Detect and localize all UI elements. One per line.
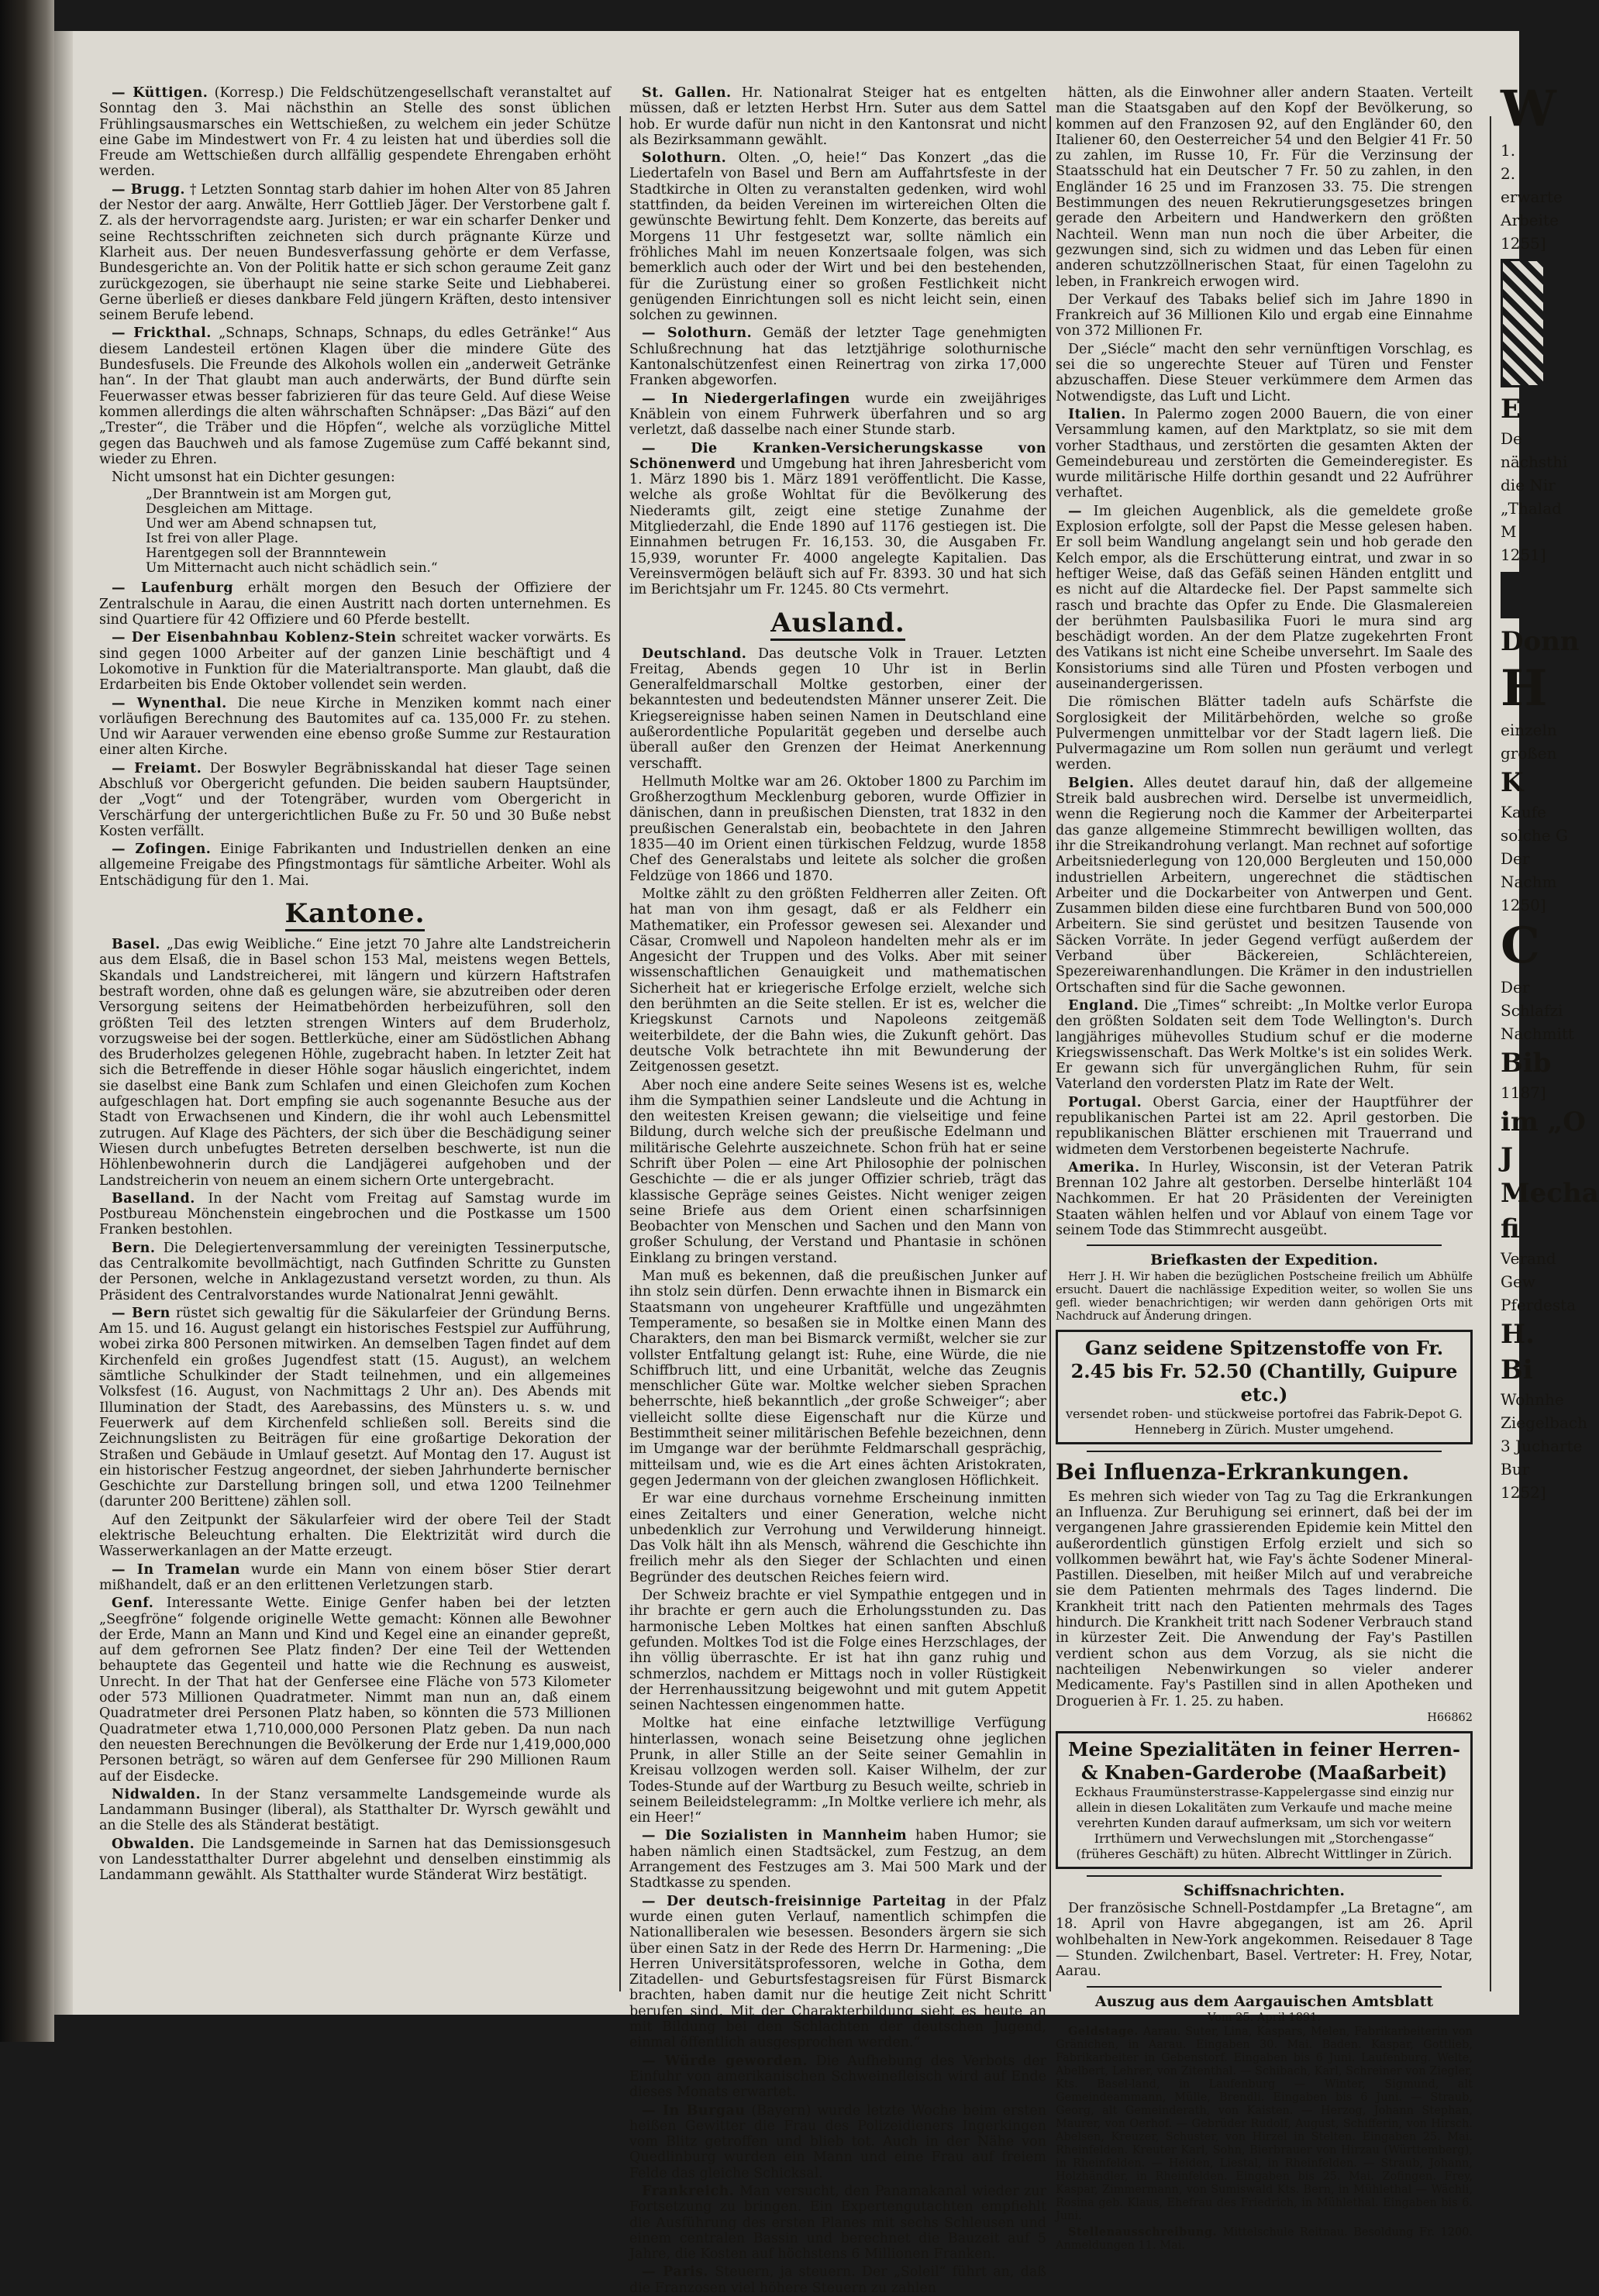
cropped-ad-fragment: H: [1501, 659, 1548, 718]
article-dateline: Obwalden.: [112, 1836, 195, 1852]
article-text: † Letzten Sonntag starb dahier im hohen Alter von 85 Jahren der Nestor der aarg. Anwälte, Herr Gottlieb Jäger. Der Verstorbene galt f. Z. als der hervorragendste aarg. Juristen; er war ein scharfer Denker und seine Rechtsschriften zeichneten sich durch prägnante Kürze und Klarheit aus. Der neuen Bundesverfassung gehörte er dem Verfasse, Bundesgerichte an. Von der Politik hatte er sich schon geraume Zeit ganz zurückgezogen, sie überhaupt nie seine starke Seite und Liebhaberei. Gerne überließ er dieses dankbare Feld jüngern Kräften, desto intensiver seinem Berufe lebend.: [99, 181, 611, 324]
article-text: Moltke zählt zu den größten Feldherren aller Zeiten. Oft hat man von ihm gesagt, daß er als Feldherr ein Mathematiker, ein Professor gewesen sei. Alexander und Cäsar, Cromwell und Napoleon handelten mehr als er im Angesicht der Truppen und des Volks. Aber mit seiner wissenschaftlichen Genauigkeit und mathematischen Sicherheit hat er kriegerische Erfolge erzielt, welche sich den berühmten an die Seite stellen. Er ist es, welcher die Kriegskunst Carnots und Napoleons zeitgemäß weiterbildete, der die Bahn wies, die Zukunft gehört. Das deutsche Volk betrachtete ihn mit Bewunderung der Zeitgenossen gesetzt.: [629, 886, 1046, 1076]
cropped-ad-fragment: Bib: [1501, 1048, 1552, 1079]
article-paragraph: [99, 937, 611, 1189]
article-dateline: — In Niedergerlafingen: [642, 391, 850, 407]
cropped-ad-fragment: 1252]: [1501, 1483, 1546, 1502]
verse-line: „Der Branntwein ist am Morgen gut,: [146, 487, 392, 503]
book-spine: [0, 0, 54, 2042]
article-dateline: — Laufenburg: [112, 580, 234, 597]
article-dateline: — Bern: [112, 1305, 171, 1321]
article-dateline: — Frickthal.: [112, 325, 212, 342]
article-text: In der Nacht vom Freitag auf Samstag wurde im Postbureau Mönchenstein eingebrochen und die Postkasse um 1500 Franken bestohlen.: [99, 1190, 611, 1238]
article-text: In Hurley, Wisconsin, ist der Veteran Patrik Brennan 102 Jahre alt gestorben. Derselbe hinterläßt 104 Nachkommen. Er hat 20 Präsidenten der Vereinigten Staaten wählen helfen und vor Ablauf von einem Tage vor seinem Tode das Stimmrecht ausgeübt.: [1056, 1159, 1473, 1239]
article-paragraph: [1056, 2225, 1473, 2253]
article-dateline: Basel.: [112, 937, 160, 953]
cropped-ad-fragment: Der: [1501, 849, 1530, 868]
article-text: Auf den Zeitpunkt der Säkularfeier wird der obere Teil der Stadt elektrische Beleuchtung erhalten. Die Elektrizität wird durch die Wasserwerkanlagen an der Matte erzeugt.: [99, 1512, 611, 1560]
article-paragraph: [1056, 504, 1473, 693]
article-text: Der Boswyler Begräbnisskandal hat dieser Tage seinen Abschluß vor Obergericht gefunden. Die beiden saubern Hauptsünder, der „Vogt“ und der Totengräber, wurden vom Obergericht in Verschärfung der untergerichtlichen Buße zu Fr. 50 und 30 Buße nebst Kosten verfällt.: [99, 760, 611, 839]
column-rule: [1049, 116, 1051, 1991]
cropped-ad-fragment: Bur: [1501, 1460, 1530, 1478]
verse-line: Und wer am Abend schnapsen tut,: [146, 516, 377, 532]
article-text: Alles deutet darauf hin, daß der allgemeine Streik bald ausbrechen wird. Derselbe ist unvermeidlich, wenn die Regierung noch die Kammer der Arbeiterpartei das ganze allgemeine Stimmrecht bewilligen wollten, das ihr die Streikandrohung verlangt. Man rechnet auf sofortige Arbeitsniederlegung von 120,000 Bergleuten und 150,000 industriellen Arbeitern, ungerechnet die städtischen Arbeiter und die Dockarbeiter von Antwerpen und Gent. Zusammen bilden diese eine furchtbaren Bund von 500,000 Arbeitern. Sie sind gerüstet und besitzen Tausende von Säcken Vorräte. In jeder Gegend verfügt außerdem der Verband über Bäckereien, Schlächtereien, Spezereiwarenhandlungen. Die Krämer in den industriellen Ortschaften sind für die Sache gewonnen.: [1056, 775, 1473, 996]
article-text: Steuern, ja steuern. Der „Soleil“ führt an, daß die Franzosen viel höhere Steuern zu zahlen: [629, 2264, 1046, 2296]
article-paragraph: [99, 630, 611, 693]
article-text: Der „Siécle“ macht den sehr vernünftigen Vorschlag, es sei die so ungerechte Steuer auf Türen und Fenster abzuschaffen. Diese Steuer verkümmere dem Armen das Notwendigste, das Luft und Licht.: [1056, 341, 1473, 404]
article-text: hätten, als die Einwohner aller andern Staaten. Verteilt man die Staatsgaben auf den Kopf der Bevölkerung, so kommen auf den Franzosen 92, auf den Engländer 60, den Italiener 60, den Oesterreicher 54 und den Belgier 41 Fr. 50 zu zahlen, im Russe 10, Fr. Für die Verzinsung der Staatsschuld hat ein Deutscher 7 Fr. 50 zu zahlen, in den Engländer 16 25 und im Franzosen 33. 75. Die strengen Bestimmungen des neuen Rekrutierungsgesetzes bringen gerade den Arbeitern und Handwerkern den größten Nachteil. Wenn man nun noch die über Arbeiter, die gezwungen sind, sich zu widmen und das Leben für einen anderen schutzzöllnerischen Staat, für einen Tagelohn zu leben, in Frankreich erwogen wird.: [1056, 85, 1473, 290]
cropped-ad-fragment: 1.: [1501, 141, 1516, 160]
advertisement-silk: [1056, 1330, 1473, 1444]
article-text: Hr. Nationalrat Steiger hat es entgelten müssen, daß er letzten Herbst Hrn. Suter aus dem Sattel hob. Er wurde dafür nun nicht in den Kantonsrat und nicht als Bezirksammann gewählt.: [629, 85, 1046, 148]
article-text: Der Verkauf des Tabaks belief sich im Jahre 1890 in Frankreich auf 36 Millionen Kilo und ergab eine Einnahme von 372 Millionen Fr.: [1056, 291, 1473, 339]
verse-line: Ist frei von aller Plage.: [146, 531, 299, 547]
article-text: Die römischen Blätter tadeln aufs Schärfste die Sorglosigkeit der Militärbehörden, welche so große Pulvermengen unmittelbar vor der Stadt lagern ließ. Die Pulvermagazine um Rom sollen nun geräumt und verlegt werden.: [1056, 694, 1473, 773]
article-text: Die neue Kirche in Menziken kommt nach einer vorläufigen Berechnung des Bautomites auf ca. 135,000 Fr. zu stehen. Und wir Aarauer verwenden eine ebenso große Summe zur Restauration einer alten Kirche.: [99, 695, 612, 759]
section-heading: [629, 606, 1046, 640]
cropped-ad-fragment: 1250]: [1501, 896, 1546, 914]
cropped-ad-fragment: Bi: [1501, 1355, 1533, 1386]
column-1: [99, 85, 611, 1976]
cropped-ad-fragment: „Thalad: [1501, 499, 1562, 518]
cropped-ad-fragment: W: [1501, 80, 1556, 138]
article-text: haben Humor; sie haben nämlich einen Stadtsäckel, zum Festzug, an dem Arrangement des Festzuges am 3. Mai 500 Mark und der Stadtkasse zu spenden.: [629, 1828, 1046, 1892]
article-dateline: England.: [1068, 997, 1139, 1014]
article-paragraph: [99, 1787, 611, 1834]
article-text: In Palermo zogen 2000 Bauern, die von einer Versammlung kamen, auf den Marktplatz, so sie mit dem vorher Stadthaus, und zerstörten die gesamten Akten der Gemeindebureau und zerstörten die Gemeinderegister. Es wurde militärische Hilfe dorthin gesandt und 22 Aufrührer verhaftet.: [1056, 406, 1473, 501]
article-text: in der Pfalz wurde einen guten Verlauf, namentlich schimpfen die Nationalliberalen wie besessen. Besonders ärgern sie sich über einen Satz in der Rede des Herrn Dr. Harmening: „Die Herren Universitätsprofessoren, welche in Gotha, dem Zitadellen- und Geburtsfestagsreisen für Fürst Bismarck brachten, haben damit nur die heutige Zeit nicht Schritt berufen sind. Mit der Charakterbildung sieht es heute an mit Bildung bei den Schlachten der deutschen Jugend, einmal öffentlich ausgesprochen werden.“: [629, 1893, 1046, 2051]
cropped-ad-fragment: nächsthi: [1501, 453, 1568, 471]
article-dateline: Nidwalden.: [112, 1786, 202, 1802]
article-paragraph: [99, 1241, 611, 1303]
divider: [1087, 1451, 1442, 1452]
article-dateline: Stellenausschreibung.: [1068, 2225, 1218, 2239]
article-paragraph: [629, 150, 1046, 323]
article-paragraph: [629, 1716, 1046, 1826]
verse-block: [146, 487, 611, 576]
article-paragraph: [99, 1562, 611, 1594]
cropped-ad-fragment: 3 Jucharte: [1501, 1437, 1583, 1455]
article-paragraph: [1056, 85, 1473, 290]
notice-heading: Auszug aus dem Aargauischen Amtsblatt: [1094, 1992, 1434, 2010]
cropped-ad-fragment: K: [1501, 767, 1524, 798]
article-paragraph: [99, 842, 611, 889]
cropped-ad-fragment: Nachmitt: [1501, 1024, 1574, 1043]
article-text: Oberst Garcia, einer der Hauptführer der republikanischen Partei ist am 22. April gestorben. Die republikanischen Blätter erschienen mit Trauerrand und widmeten dem Verstorbenen begeisterte Nachrufe.: [1056, 1094, 1473, 1158]
article-paragraph: [629, 325, 1046, 388]
section-heading-text: Ausland.: [770, 608, 905, 641]
article-paragraph: [629, 1491, 1046, 1585]
article-dateline: Bern.: [112, 1240, 156, 1256]
article-paragraph: [1056, 2025, 1473, 2223]
section-heading-text: Kantone.: [285, 898, 426, 931]
article-dateline: — In Burgau: [642, 2102, 746, 2119]
ad-body: versendet roben- und stückweise portofrei das Fabrik-Depot G. Henneberg in Zürich. Muster umgehend.: [1066, 1406, 1463, 1437]
article-text: „Das ewig Weibliche.“ Eine jetzt 70 Jahre alte Landstreicherin aus dem Elsaß, die in Basel schon 153 Mal, meistens wegen Bettels, Skandals und Landstreicherei, mit längern und kürzern Haftstrafen bestraft worden, ohne daß es gelungen wäre, sie abzutreiben oder deren Versorgung seitens der Heimatbehörden herbeizuführen, soll den größten Teil des letzten strengen Winters auf dem Bruderholz, vorzugsweise bei der sogen. Bettlerküche, einer am Südöstlichen Abhang des Bruderholzes gelegenen Höhle, zugebracht haben. In letzter Zeit hat sich die Betreffende in dieser Höhle sogar häuslich eingerichtet, indem sie daselbst eine Bank zum Schlafen und einen Gleichofen zum Kochen aufgeschlagen hat. Dort empfing sie auch sogenannte Besuche aus der Stadt von Erwachsenen und Kindern, die ihr wohl auch Lebensmittel zutrugen. Auf Klage des Pächters, der sich über die Beschädigung seiner Wiesen durch unbefugtes Betreten derselben beschwerte, ist nun die Höhlenbewohnerin durch die Landjägerei aufgehoben und der Landstreicherin von neuem an einem sichern Orte untergebracht.: [99, 937, 611, 1189]
article-text: Olten. „O, heie!“ Das Konzert „das die Liedertafeln von Basel und Bern am Auffahrtsfeste in der Stadtkirche in Olten zu veranstalten gedenken, wird wohl stattfinden, da beiden Vereinen im wirtereichen Olten die gewünschte Bewirtung fehlt. Dem Konzerte, das bereits auf Morgens 11 Uhr festgesetzt war, sollte nämlich ein fröhliches Mahl im neuen Konzertsaale folgen, was sich bemerklich auch oder der Wirt und bei den bestehenden, für die Zurüstung einer so großen Festlichkeit nicht genügenden Einrichtungen soll es nicht leicht sein, einen solchen zu gewinnen.: [629, 150, 1046, 324]
article-paragraph: [1056, 292, 1473, 339]
article-dateline: — Wynenthal.: [112, 695, 227, 711]
article-dateline: Geldstage.: [1068, 2024, 1139, 2038]
article-text: Mittelschule Reitnau. Besoldung Fr. 1200. Anmeldungen 11. Mai.: [1056, 2225, 1473, 2252]
cropped-ad-fragment: M: [1501, 522, 1517, 541]
article-text: Der Schweiz brachte er viel Sympathie entgegen und in ihr brachte er gern auch die Erholungsstunden zu. Das harmonische Leben Moltkes hat einen sanften Abschluß gefunden. Moltkes Tod ist die Folge eines Herzschlages, der ihn völlig überraschte. Er ist hat ihn ganz ruhig und schmerzlos, nachdem er Mittags noch in voller Rüstigkeit der Herrenhaussitzung beigewohnt und mit gutem Appetit seinen Nachtessen eingenommen hatte.: [629, 1588, 1046, 1714]
article-dateline: — Paris.: [642, 2264, 709, 2281]
article-dateline: Frankreich.: [642, 2184, 735, 2199]
article-paragraph: [99, 580, 611, 628]
article-dateline: — In Tramelan: [112, 1561, 240, 1578]
article-dateline: — Zofingen.: [112, 842, 212, 858]
article-paragraph: [629, 1588, 1046, 1713]
verse-line: Um Mitternacht auch nicht schädlich sein.“: [146, 560, 438, 577]
article-dateline: — Solothurn.: [642, 325, 753, 342]
article-dateline: Italien.: [1068, 406, 1126, 422]
column-2: [629, 85, 1046, 2296]
article-dateline: Solothurn.: [642, 150, 727, 167]
article-text: wurde ein zweijähriges Knäblein von einem Fuhrwerk überfahren und so arg verletzt, daß dasselbe nach einer Stunde starb.: [629, 391, 1046, 439]
advertisement-clothes: [1056, 1731, 1473, 1869]
section-heading: [99, 897, 611, 931]
cropped-ad-fragment: 1187]: [1501, 1083, 1546, 1102]
cropped-ad-fragment: Nachm: [1501, 873, 1557, 891]
cropped-ad-fragment: Gew: [1501, 1272, 1535, 1291]
article-paragraph: [99, 1191, 611, 1238]
article-text: Er war eine durchaus vornehme Erscheinung inmitten eines Zeitalters und einer Generation, welche nicht unbedenklich zur Verrohung und Verwilderung hinneigt. Das Volk hält ihn als Mensch, während die Geschichte ihn freilich mehr als den Sieger der Schlachten und einen Begründer des deutschen Reiches feiern wird.: [629, 1491, 1046, 1585]
article-paragraph: [629, 391, 1046, 439]
divider: [1087, 1244, 1442, 1246]
article-text: Hellmuth Moltke war am 26. Oktober 1800 zu Parchim im Großherzogthum Mecklenburg geboren, wurde Offizier in dänischen, dann in preußischen Diensten, trat 1832 in den preußischen Generalstab ein, beobachtete in den Jahren 1835—40 im Orient einen türkischen Feldzug, wurde 1858 Chef des Generalstabs und leitete als solcher die großen Feldzüge von 1866 und 1870.: [629, 773, 1046, 884]
article-text: Moltke hat eine einfache letztwillige Verfügung hinterlassen, wonach seine Beisetzung ohne jeglichen Prunk, in aller Stille an der Seite seiner Gemahlin in Kreisau vollzogen werden soll. Kaiser Wilhelm, der zur Todes-Stunde auf der Wartburg zu Besuch weilte, schrieb in seinem Beileidstelegramm: „In Moltke verliere ich mehr, als ein Heer!“: [629, 1716, 1046, 1826]
article-dateline: — Die Kranken-Versicherungskasse von Schönenwerd: [629, 440, 1046, 472]
cropped-ad-fragment: Arbeite: [1501, 211, 1559, 229]
article-paragraph: [1056, 407, 1473, 501]
article-text: Aarau. Suter, Lina, Kaspars, Melen, Fabrikarbeiterin von Gränichen, in Aarau. Eingaben 30. Mai. Baden. Kaspar, Gottlieb, Fabrikarbeiter in Gebenstorf. Eingaben bis 6 Juni. Laufenburg. Welte, Abelbert, Lehrer, von Zitenthal. — Schibach, Karl, Schreiner von Ziegler, Kts. Basel-land, in Laufenburg — Winter, Sigmund, alt Gemeindeammann, Mülle, Brendli. Eingaben bis 6 Juni. — Straub, Georg, alt Gemeinderath, von Kaisten. — Herzog, Johann Stephan, Maurer, von Oerhof. — Gebrüder Rudolf, August, Schifferin, von Hirsch. Abelsen, Kreuzer, Schuster, von Hirzel in Stelten. Eingaben 25. Mai. Rheinfelden. Kreuter Karl, Sohn, Bierbrauer von Hirzau (Württemberg), in Rheinfelden. — Heiden, Liestal, in Rheinfelden. — Straub, Johann, Holzhändler, in Rheinfelden. Eingaben bis 25. Mai. Zofingen. Frey, Kaspar, Zimmermann, von Sumiswald Kts. Bern, in Mühlethal — Wächli, Rosina geb. Klaus, Ehefrau des Friedrich, in Mühlethal. Eingaben bis 6. Juni.: [1056, 2025, 1473, 2222]
cropped-ad-fragment: Kaufe: [1501, 803, 1546, 821]
article-paragraph: [99, 182, 611, 324]
cropped-ad-fragment: 1251]: [1501, 546, 1546, 564]
article-paragraph: [1056, 1095, 1473, 1158]
divider: [1087, 1875, 1442, 1877]
article-dateline: — Freiamt.: [112, 760, 202, 776]
article-text: Das deutsche Volk in Trauer. Letzten Freitag, Abends gegen 10 Uhr ist in Berlin Generalfeldmarschall Moltke gestorben, einer der bekanntesten und bedeutendsten Männer unserer Zeit. Die Kriegsereignisse haben seinen Namen in Deutschland eine außerordentliche Popularität gegeben und derselbe auch überall außer den Grenzen der Heimat Anerkennung verschafft.: [629, 645, 1046, 772]
article-text: In der Stanz versammelte Landsgemeinde wurde als Landammann Businger (liberal), als Statthalter Dr. Wyrsch gewählt und an die Stelle des als Ständerat bestätigt.: [99, 1786, 611, 1834]
newspaper-page: [54, 31, 1599, 2296]
notice-heading: Briefkasten der Expedition.: [1150, 1251, 1378, 1269]
article-paragraph: [629, 646, 1046, 772]
article-paragraph: [629, 774, 1046, 884]
article-paragraph: [99, 696, 611, 759]
article-text: und Umgebung hat ihren Jahresbericht vom 1. März 1890 bis 1. März 1891 veröffentlicht. Die Kasse, welche als große Wohltat für die Bevölkerung des Niederamts gilt, zeigt eine stetige Zunahme der Mitgliederzahl, die Ende 1890 auf 1176 gestiegen ist. Die Einnahmen betrugen Fr. 16,153. 30, die Ausgaben Fr. 15,939, worunter Fr. 4000 angelegte Kapitalien. Das Vereinsvermögen beläuft sich auf Fr. 8393. 30 und hat sich im Berichtsjahr um Fr. 1245. 80 Cts vermehrt.: [629, 456, 1046, 598]
article-dateline: — Würde geworden.: [642, 2053, 808, 2069]
article-text: (Bayern) wurde letzte Woche beim ersten heißen Gewitter die Frau des Polizeidieners Ingerkingen vom Blitz getroffen und blieb tot. Auch in der Nähe von Quedlinburg wurden ein Mann und eine Frau auf freiem Felde das gleiche Schicksal.: [629, 2102, 1046, 2181]
cropped-ad-fragment: J: [1501, 1142, 1514, 1173]
column-3: [1056, 85, 1473, 2252]
notice-text: Der französische Schnell-Postdampfer „La Bretagne“, am 18. April von Havre abgegangen, ist am 26. April wohlbehalten in New-York angekommen. Reisedauer 8 Tage — Stunden. Zwilchenbart, Basel. Vertreter: H. Frey, Notar, Aarau.: [1056, 1901, 1473, 1980]
article-text: Man muß es bekennen, daß die preußischen Junker auf ihn stolz sein dürfen. Denn erwachte ihnen in Bismarck ein Staatsmann von ungeheurer Kraftfülle und ungezähmten Temperamente, so besaßen sie in Moltke einen Mann des Charakters, den man bei Bismarck vermißt, welcher sie zur vollster Entfaltung gelangt ist: Ruhe, eine Würde, die nie Schiffbruch litt, und eine Urbanität, welche das Zeugnis menschlicher Güte war. Moltke welcher sieben Sprachen beherrschte, hieß bekanntlich „der große Schweiger“; aber vielleicht sollte diese Eigenschaft nur die Kürze und Bestimmtheit seiner militärischen Befehle bezeichnen, denn im Umgange war der berühmte Feldmarschall gesprächig, mitteilsam und, wie es die Art eines ächten Aristokraten, gegen Jedermann von der gleichen zwanglosen Höflichkeit.: [629, 1268, 1046, 1489]
page-gutter: [54, 31, 73, 2015]
column-4-cropped: [1501, 77, 1599, 1991]
article-text: „Schnaps, Schnaps, Schnaps, du edles Getränke!“ Aus diesem Landesteil ertönen Klagen über die mindere Güte des Bundesfusels. Die Freunde des Alkohols wollen ein „anderweit Getränke han“. In der That glaubt man auch anderwärts, der Bund dürfte sein Feuerwasser etwas besser fabrizieren für das teure Geld. Auf diese Weise kommen allerdings die alten währschaften Schnäpser: „Das Bäzi“ auf den „Trester“, die Träber und die Höpfen“, welche als vorzügliche Mittel gegen das Bauchweh und als famose Zugemüse zum Caffé bekannt sind, wieder zu Ehren.: [99, 325, 611, 467]
cropped-ad-fragment: Mecha: [1501, 1178, 1599, 1209]
ad-headline: Meine Spezialitäten in feiner Herren- & Knaben-Garderobe (Maaßarbeit): [1067, 1737, 1460, 1784]
article-paragraph: [99, 325, 611, 467]
article-text: Gemäß der letzter Tage genehmigten Schlußrechnung hat das letztjährige solothurnische Kantonalschützenfest einen Reinertrag von zirka 17,000 Franken abgeworfen.: [629, 325, 1046, 389]
article-dateline: — Die Sozialisten in Mannheim: [642, 1828, 908, 1844]
notice-heading: Schiffsnachrichten.: [1183, 1881, 1346, 1899]
article-paragraph: [629, 886, 1046, 1076]
verse-line: Desgleichen am Mittage.: [146, 501, 313, 518]
article-dateline: — Brugg.: [112, 181, 186, 198]
article-dateline: — Der deutsch-freisinnige Parteitag: [642, 1893, 946, 1909]
cropped-ad-fragment: Wohnhe: [1501, 1390, 1564, 1409]
article-paragraph: [629, 1894, 1046, 2051]
cropped-ad-fragment: einzeln: [1501, 721, 1557, 739]
article-paragraph: [99, 1513, 611, 1560]
article-text: Die Aufhebung des Verbots der Einfuhr von amerikanischen Schweinefleisch wird auf Ende dieses Monats erwartet.: [629, 2053, 1046, 2101]
article-paragraph: [99, 85, 611, 180]
article-text: rüstet sich gewaltig für die Säkularfeier der Gründung Berns. Am 15. und 16. August gelangt ein historisches Festspiel zur Aufführung, wobei zirka 800 Personen mitwirken. An demselben Tagen findet auf dem Kirchenfeld ein großes Jugendfest statt (15. August), an welchem sämtliche Schulkinder der Stadt teilnehmen, und ein allgemeines Volksfest (16. August, von Nachmittags 2 Uhr an). Des Abends mit Illumination der Stadt, des Aarebassins, des Münsters u. s. w. und Feuerwerk auf dem Kirchenfeld schließen soll. Bereits sind die Zeichnungslisten zu Beiträgen für eine großartige Dekoration der Straßen und Gebäude in Umlauf gesetzt. Auf Montag den 17. August ist ein historischer Festzug angeordnet, der sieben Jahrhunderte bernischer Geschichte zur Darstellung bringen soll, und etwa 1200 Teilnehmer (darunter 200 Berittene) zählen soll.: [99, 1305, 611, 1510]
cropped-ad-fragment: im „O: [1501, 1107, 1586, 1138]
ad-ornament: [1501, 259, 1546, 387]
article-dateline: Amerika.: [1068, 1159, 1140, 1176]
article-text: Im gleichen Augenblick, als die gemeldete große Explosion erfolgte, soll der Papst die Messe gelesen haben. Er soll beim Wandlung angelangt sein und hob gerade den Kelch empor, als die Erschütterung eintrat, und zwar in so heftiger Weise, daß das Gefäß seinen Händen entglitt und es nicht auf die Altardecke fiel. Der Papst sammelte sich rasch und brachte das Opfer zu Ende. Die Glasmalereien der berühmten Paulsbasilika Fuori le mura sind arg beschädigt worden. An der dem Platze zugekehrten Front des Vatikans ist nicht eine Scheibe unversehrt. Im Saale des Konsistoriums sind alle Türen und Pfosten verbogen und auseinandergerissen.: [1056, 503, 1473, 692]
cropped-ad-fragment: 2.: [1501, 164, 1516, 183]
article-dateline: St. Gallen.: [642, 85, 732, 101]
ad-body: Eckhaus Fraumünsterstrasse-Kappelergasse sind einzig nur allein in diesen Lokalitäten zum Verkaufe und mache meine verehrten Kunden darauf aufmerksam, um sich vor weitern Irrthümern und Verwechslungen mit „Storchengasse“ (früheres Geschäft) zu hüten. Albrecht Wittlinger in Zürich.: [1074, 1784, 1454, 1861]
cropped-ad-fragment: fi: [1501, 1213, 1520, 1244]
verse-intro: Nicht umsonst hat ein Dichter gesungen:: [112, 470, 395, 486]
article-text: erhält morgen den Besuch der Offiziere der Zentralschule in Aarau, die einen Austritt nach dorten unternehmen. Es sind Quartiere für 42 Offiziere und 60 Pferde bestellt.: [99, 580, 611, 628]
ad-headline: Ganz seidene Spitzenstoffe von Fr. 2.45 bis Fr. 52.50 (Chantilly, Guipure etc.): [1070, 1336, 1458, 1406]
article-text: Die Delegiertenversammlung der vereinigten Tessinerputsche, das Centralkomite bevollmächtigt, nach Gutfinden Schritte zu Gunsten der Personen, welche in Anklagezustand versetzt worden, zu thun. Als Präsident des Centralvorstandes wurde Nationalrat Jenni gewählt.: [99, 1240, 611, 1303]
cropped-ad-fragment: Der: [1501, 978, 1530, 997]
cropped-ad-fragment: solche G: [1501, 826, 1568, 845]
article-text: (Korresp.) Die Feldschützengesellschaft veranstaltet auf Sonntag den 3. Mai nächsthin an Stelle des sonst üblichen Frühlingsausmarsches ein Wettschießen, zu welchem ein jeder Schütze eine Gabe im Mindestwert von Fr. 4 zu leisten hat und überdies soll die Freude am Wettschießen durch allfällig gespendete Ehrengaben erhöht werden.: [99, 85, 611, 180]
notice-text: Herr J. H. Wir haben die bezüglichen Postscheine freilich um Abhülfe ersucht. Dauert die nachlässige Expedition weiter, so wollen Sie uns gefl. wieder benachrichtigen; wir werden dann gehörigen Orts mit Nachdruck auf Änderung dringen.: [1056, 1270, 1473, 1323]
article-text: Die Landsgemeinde in Sarnen hat das Demissionsgesuch von Landesstatthalter Durrer abgelehnt und denselben einstimmig als Landammann gewählt. Als Statthalter wurde Ständerat Wirz bestätigt.: [99, 1836, 611, 1884]
article-dateline: Belgien.: [1068, 775, 1135, 791]
article-text: Einige Fabrikanten und Industriellen denken an eine allgemeine Freigabe des Pfingstmontags für sämtliche Arbeiter. Wohl als Entschädigung für den 1. Mai.: [99, 842, 611, 889]
cropped-ad-fragment: Pferdesta: [1501, 1296, 1577, 1314]
article-paragraph: [1056, 694, 1473, 773]
cropped-ad-fragment: großen: [1501, 744, 1557, 762]
ad-ornament: [1501, 572, 1547, 618]
column-rule: [619, 116, 621, 1991]
article-dateline: Portugal.: [1068, 1094, 1142, 1110]
article-paragraph: [99, 761, 611, 839]
article-paragraph: [629, 2264, 1046, 2296]
article-dateline: —: [1068, 503, 1082, 519]
cropped-ad-fragment: C: [1501, 917, 1540, 975]
article-paragraph: [1056, 776, 1473, 996]
verse-line: Harentgegen soll der Brannntewein: [146, 546, 387, 562]
ad-heading: Bei Influenza-Erkrankungen.: [1056, 1458, 1410, 1485]
cropped-ad-fragment: De: [1501, 429, 1522, 448]
article-paragraph: [629, 85, 1046, 148]
article-dateline: — Küttigen.: [112, 85, 208, 101]
article-paragraph: [629, 2103, 1046, 2181]
article-paragraph: [99, 1595, 611, 1785]
article-text: Man versucht, den Panamakanal wieder zur Fortsetzung zu bringen. Ein Expertengutachten empfiehlt die Ausführung des ersten Planes mit sechs Schleusen und einem centralen Bassin und berechnet die Bauzeit auf 5 Jahre, die Kosten auf höchstens 6 Millionen Franken.: [629, 2184, 1046, 2263]
article-paragraph: [99, 1836, 611, 1884]
article-text: Aber noch eine andere Seite seines Wesens ist es, welche ihm die Sympathien seiner Landsleute und die Achtung in den weitesten Kreisen gewann; die vielseitige und feine Bildung, durch welche sich der preußische Edelmann und militärische Gelehrte auszeichnete. Schon früh hat er seine Schrift über Polen — eine Art Philosophie der polnischen Geschichte — die er als junger Offizier schrieb, trägt das klassische Gepräge seines Geistes. Nicht weniger zeigen seine Briefe aus dem Orient einen scharfsinnigen Beobachter von Menschen und Sachen und den Mann von großer Schulung, der Verstand und Phantasie in schönen Einklang zu bringen verstand.: [629, 1077, 1046, 1266]
article-text: schreitet wacker vorwärts. Es sind gegen 1000 Arbeiter auf der ganzen Linie beschäftigt und 4 Lokomotive in Funktion für die Materialtransporte. Man glaubt, daß die Erdarbeiten bis Ende Oktober vollendet sein werden.: [99, 630, 611, 694]
article-paragraph: [629, 1268, 1046, 1489]
article-paragraph: [629, 1828, 1046, 1891]
article-paragraph: [629, 441, 1046, 598]
ad-reference: H66862: [1427, 1711, 1473, 1724]
article-paragraph: [99, 1306, 611, 1510]
ad-text: Es mehren sich wieder von Tag zu Tag die Erkrankungen an Influenza. Zur Beruhigung sei erinnert, daß bei der im vergangenen Jahre grassierenden Epidemie kein Mittel den außerordentlich günstigen Erfolg erzielt und sich so vollkommen bewährt hat, wie Fay's ächte Sodener Mineral-Pastillen. Dieselben, mit heißer Milch auf und verabreiche sie dem Patienten mehrmals des Tages lindernd. Die Krankheit tritt nach den Patienten mehrmals des Tages hindurch. Die Krankheit tritt nach Sodener Verbrauch stand in kürzester Zeit. Die Anwendung der Fay's Pastillen verdient schon aus dem Vorzug, als sie nicht die nachteiligen Nebenwirkungen so vieler anderer Medicamente. Fay's Pastillen sind in allen Apotheken und Droguerien à Fr. 1. 25. zu haben.: [1056, 1489, 1473, 1709]
article-paragraph: [629, 2053, 1046, 2101]
article-paragraph: [1056, 342, 1473, 404]
cropped-ad-fragment: Verand: [1501, 1249, 1556, 1268]
article-text: Die „Times“ schreibt: „In Moltke verlor Europa den größten Soldaten seit dem Tode Wellington's. Durch langjähriges mühevolles Studium schuf er die moderne Kriegswissenschaft. Das Werk Moltke's ist ein solides Werk. Er gewann sich für unvergänglichen Ruhm, für sein Vaterland den vordersten Platz im Rate der Welt.: [1056, 997, 1473, 1093]
cropped-ad-fragment: 1255]: [1501, 234, 1546, 253]
cropped-ad-fragment: Schlafzi: [1501, 1001, 1563, 1020]
article-text: wurde ein Mann von einem böser Stier derart mißhandelt, daß er an den erlittenen Verletzungen starb.: [99, 1561, 611, 1593]
article-dateline: Deutschland.: [642, 645, 747, 662]
cropped-ad-fragment: Ziegelbach: [1501, 1413, 1587, 1432]
cropped-ad-fragment: erwarte: [1501, 188, 1563, 206]
article-text: Interessante Wette. Einige Genfer haben bei der letzten „Seegfröne“ folgende originelle Wette gemacht: Können alle Bewohner der Erde, Mann an Mann und Kind und Kegel eine an einander gepreßt, auf dem gefrornen See Platz finden? Der eine Teil der Wettenden behauptete das Gegenteil und hatte wie die Rechnung es ausweist, Unrecht. In der That hat der Genfersee eine Fläche von 573 Kilometer oder 573 Millionen Quadratmeter. Nimmt man nun an, daß einem Quadratmeter drei Personen Platz haben, so könnten die 573 Millionen Quadratmeter etwa 1,710,000,000 Personen Platz geben. Da nun nach den neuesten Berechnungen die Bevölkerung der Erde nur 1,419,000,000 Personen beträgt, so wären auf dem Genfersee für 290 Millionen Raum auf der Eisdecke.: [99, 1595, 611, 1785]
article-paragraph: [1056, 998, 1473, 1093]
notice-subheading: Vom 25. April 1891.: [1208, 2011, 1321, 2024]
cropped-ad-fragment: E: [1501, 394, 1521, 425]
cropped-ad-fragment: H.: [1501, 1319, 1535, 1350]
column-rule: [1490, 116, 1491, 1991]
article-paragraph: [629, 2184, 1046, 2262]
article-paragraph: [629, 1078, 1046, 1267]
cropped-ad-fragment: die Nir: [1501, 476, 1556, 494]
article-paragraph: [1056, 1160, 1473, 1238]
divider: [1087, 1986, 1442, 1988]
article-dateline: — Der Eisenbahnbau Koblenz-Stein: [112, 630, 397, 646]
cropped-ad-fragment: Donn: [1501, 626, 1580, 657]
article-dateline: Baselland.: [112, 1190, 195, 1207]
article-dateline: Genf.: [112, 1595, 154, 1612]
